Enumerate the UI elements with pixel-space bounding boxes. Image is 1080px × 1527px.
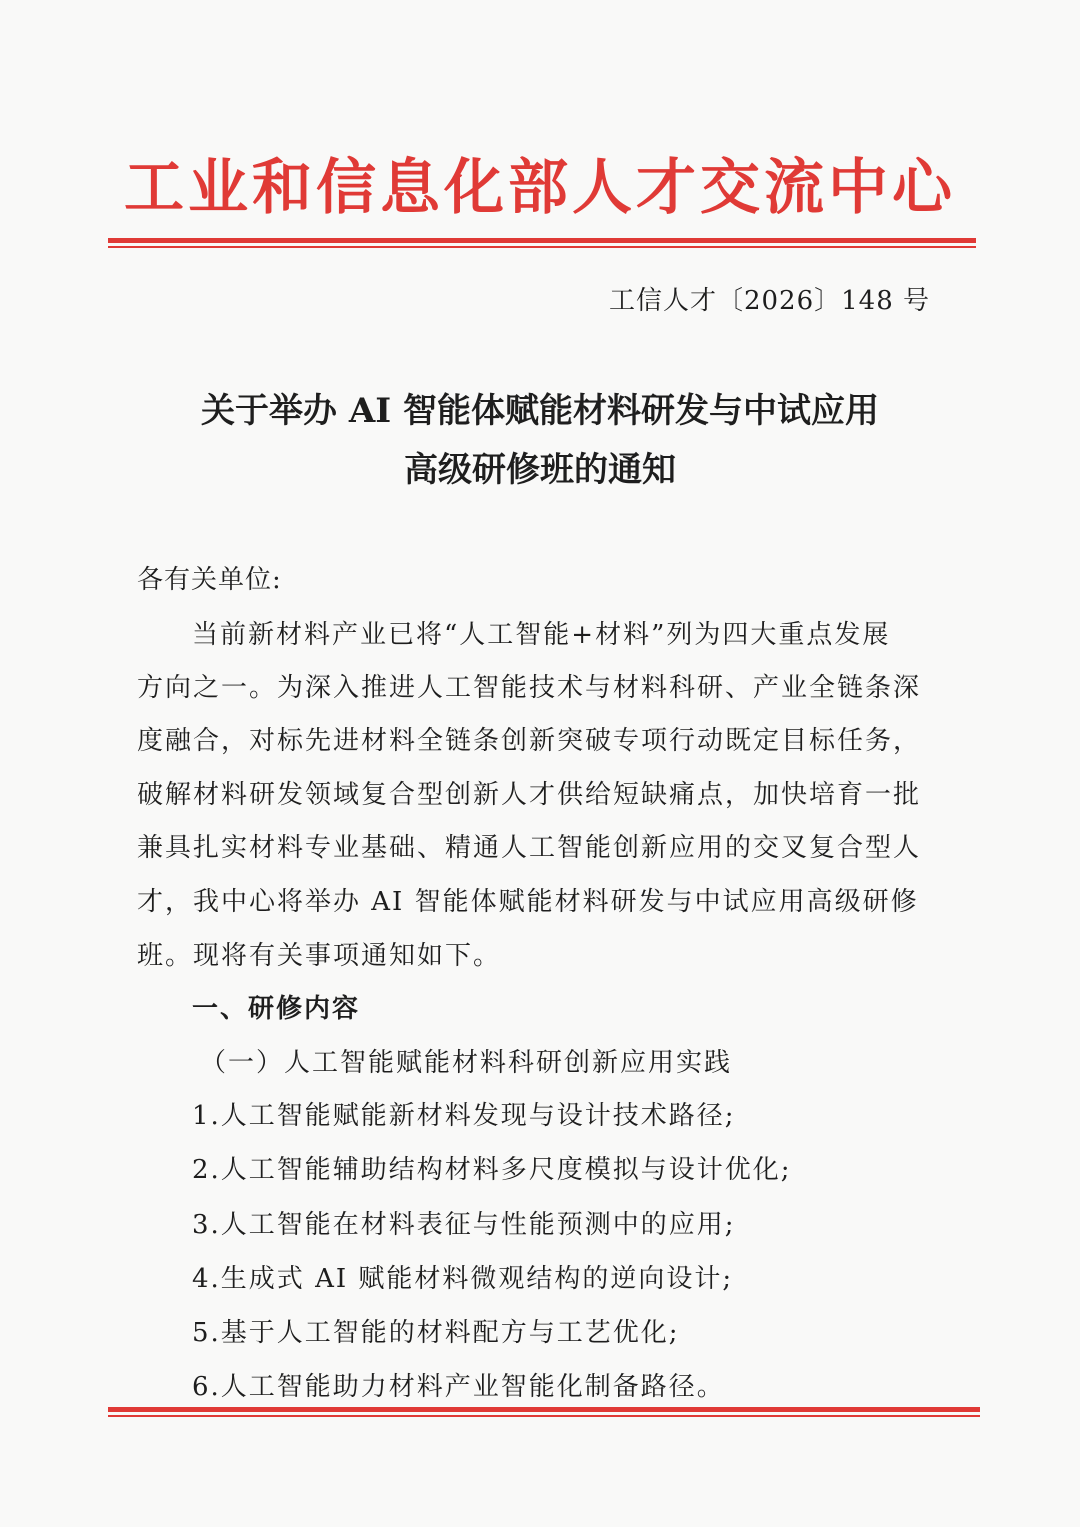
list-item: 6.人工智能助力材料产业智能化制备路径。 xyxy=(192,1372,725,1402)
body-paragraph-line: 方向之一。为深入推进人工智能技术与材料科研、产业全链条深 xyxy=(137,673,922,703)
salutation: 各有关单位: xyxy=(137,565,282,595)
body-paragraph-line: 当前新材料产业已将“人工智能+材料”列为四大重点发展 xyxy=(192,620,891,650)
footer-red-rule xyxy=(108,1407,980,1421)
body-paragraph-line: 破解材料研发领域复合型创新人才供给短缺痛点，加快培育一批 xyxy=(137,780,922,810)
letterhead-red-rule-top xyxy=(108,238,976,252)
red-rule-thin xyxy=(108,1415,980,1417)
document-number: 工信人才〔2026〕148 号 xyxy=(608,286,930,316)
list-item: 2.人工智能辅助结构材料多尺度模拟与设计优化; xyxy=(192,1155,792,1185)
letterhead-organization: 工业和信息化部人才交流中心 xyxy=(124,153,956,223)
body-paragraph-line: 兼具扎实材料专业基础、精通人工智能创新应用的交叉复合型人 xyxy=(137,833,922,863)
body-paragraph-line: 才，我中心将举办 AI 智能体赋能材料研发与中试应用高级研修 xyxy=(137,887,919,917)
list-item: 4.生成式 AI 赋能材料微观结构的逆向设计; xyxy=(192,1264,734,1294)
list-item: 5.基于人工智能的材料配方与工艺优化; xyxy=(192,1318,680,1348)
body-paragraph-line: 班。现将有关事项通知如下。 xyxy=(137,941,502,971)
body-paragraph-line: 度融合，对标先进材料全链条创新突破专项行动既定目标任务， xyxy=(137,726,922,756)
red-rule-thick xyxy=(108,1407,980,1412)
section-heading: 一、研修内容 xyxy=(192,994,361,1024)
document-title-line-1: 关于举办 AI 智能体赋能材料研发与中试应用 xyxy=(201,391,879,431)
list-item: 1.人工智能赋能新材料发现与设计技术路径; xyxy=(192,1101,736,1131)
list-item: 3.人工智能在材料表征与性能预测中的应用; xyxy=(192,1210,736,1240)
subsection-heading: （一）人工智能赋能材料科研创新应用实践 xyxy=(200,1048,733,1078)
red-rule-thin xyxy=(108,246,976,248)
document-title-line-2: 高级研修班的通知 xyxy=(404,450,676,490)
red-rule-thick xyxy=(108,238,976,243)
